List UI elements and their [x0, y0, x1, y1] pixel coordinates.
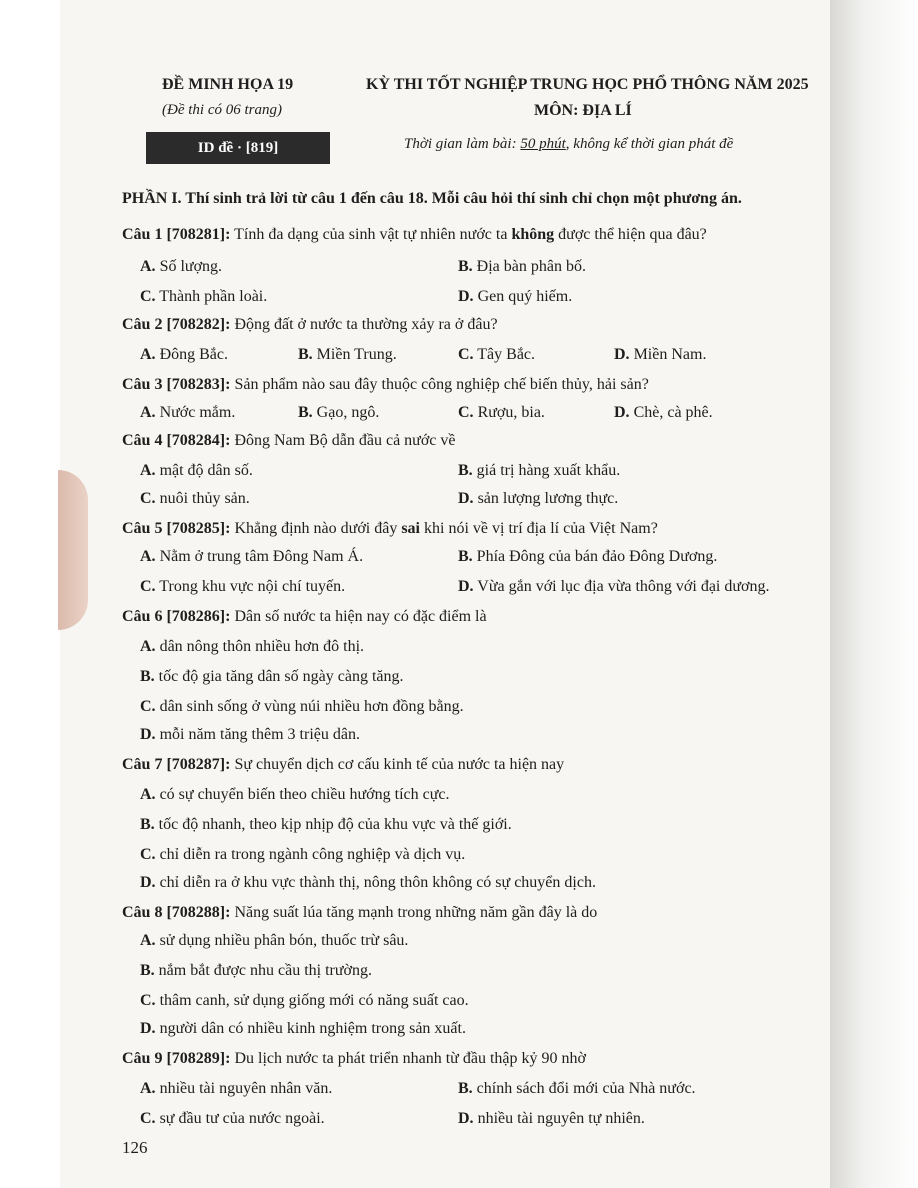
- option-letter: C.: [140, 1110, 156, 1127]
- option-c: [458, 404, 545, 422]
- exam-code-title: ĐỀ MINH HỌA 19: [162, 76, 294, 93]
- time-note: [404, 136, 733, 153]
- option-d: [458, 490, 618, 508]
- question-text: Năng suất lúa tăng mạnh trong những năm gần đây là do: [230, 904, 598, 921]
- option-b: [458, 258, 586, 276]
- option-a: [140, 638, 364, 656]
- option-text: mật độ dân số.: [155, 462, 253, 479]
- option-letter: D.: [458, 1110, 474, 1127]
- option-text: Nước mắm.: [155, 404, 236, 421]
- option-letter: A.: [140, 1080, 156, 1097]
- option-a: [140, 932, 408, 950]
- option-b: [458, 1080, 696, 1098]
- option-c: [140, 288, 267, 306]
- option-letter: B.: [458, 258, 473, 275]
- option-text: tốc độ gia tăng dân số ngày càng tăng.: [154, 668, 404, 685]
- option-d: [458, 1110, 645, 1128]
- exam-title: KỲ THI TỐT NGHIỆP TRUNG HỌC PHỔ THÔNG NĂM 2025: [366, 76, 809, 93]
- option-text: sản lượng lương thực.: [473, 490, 619, 507]
- option-text: người dân có nhiều kinh nghiệm trong sản xuất.: [155, 1020, 466, 1037]
- question-text: Dân số nước ta hiện nay có đặc điểm là: [230, 608, 487, 625]
- option-text: Rượu, bia.: [473, 404, 545, 421]
- option-b: [458, 548, 717, 566]
- question-emphasis: không: [511, 226, 555, 243]
- option-text: Tây Bắc.: [473, 346, 536, 363]
- option-text: nhiều tài nguyên nhân văn.: [155, 1080, 333, 1097]
- option-text: nuôi thủy sản.: [155, 490, 250, 507]
- question-label: Câu 7 [708287]:: [122, 756, 231, 773]
- question-label: Câu 2 [708282]:: [122, 316, 231, 333]
- subject-title: MÔN: ĐỊA LÍ: [534, 102, 632, 119]
- option-text: giá trị hàng xuất khẩu.: [472, 462, 621, 479]
- question-text: Động đất ở nước ta thường xảy ra ở đâu?: [230, 316, 498, 333]
- option-letter: A.: [140, 932, 156, 949]
- option-letter: B.: [298, 404, 313, 421]
- question-text: được thể hiện qua đâu?: [554, 226, 707, 243]
- option-a: [140, 462, 253, 480]
- question-stem: [122, 608, 487, 626]
- option-letter: D.: [614, 404, 630, 421]
- option-text: Gạo, ngô.: [312, 404, 380, 421]
- option-text: sử dụng nhiều phân bón, thuốc trừ sâu.: [155, 932, 409, 949]
- question-stem: [122, 520, 658, 538]
- option-c: [140, 698, 464, 716]
- option-letter: B.: [140, 962, 155, 979]
- option-text: Địa bàn phân bố.: [472, 258, 586, 275]
- question-stem: [122, 904, 597, 922]
- thumb-shadow: [58, 470, 88, 630]
- question-text: Sản phẩm nào sau đây thuộc công nghiệp chế biến thủy, hải sản?: [230, 376, 649, 393]
- option-a: [140, 786, 450, 804]
- option-text: tốc độ nhanh, theo kịp nhịp độ của khu vực và thế giới.: [154, 816, 512, 833]
- option-b: [140, 962, 372, 980]
- option-b: [458, 462, 620, 480]
- part-title: PHẦN I. Thí sinh trả lời từ câu 1 đến câu 18. Mỗi câu hỏi thí sinh chỉ chọn một phương án.: [122, 190, 742, 207]
- option-letter: C.: [140, 288, 156, 305]
- option-text: dân sinh sống ở vùng núi nhiều hơn đồng bằng.: [155, 698, 464, 715]
- option-text: thâm canh, sử dụng giống mới có năng suất cao.: [155, 992, 469, 1009]
- time-prefix: Thời gian làm bài:: [404, 136, 521, 152]
- question-text: Đông Nam Bộ dẫn đầu cả nước về: [230, 432, 456, 449]
- option-letter: D.: [140, 1020, 156, 1037]
- option-d: [140, 874, 596, 892]
- option-text: Gen quý hiếm.: [473, 288, 573, 305]
- option-text: mỗi năm tăng thêm 3 triệu dân.: [155, 726, 360, 743]
- option-text: nhiều tài nguyên tự nhiên.: [473, 1110, 645, 1127]
- option-a: [140, 258, 222, 276]
- question-label: Câu 5 [708285]:: [122, 520, 231, 537]
- option-letter: B.: [298, 346, 313, 363]
- question-text: Sự chuyển dịch cơ cấu kinh tế của nước ta hiện nay: [230, 756, 565, 773]
- option-a: [140, 404, 235, 422]
- option-text: chính sách đổi mới của Nhà nước.: [472, 1080, 696, 1097]
- option-text: Đông Bắc.: [155, 346, 228, 363]
- option-a: [140, 346, 228, 364]
- option-letter: D.: [458, 288, 474, 305]
- option-letter: A.: [140, 462, 156, 479]
- option-letter: A.: [140, 786, 156, 803]
- option-text: Miền Nam.: [629, 346, 707, 363]
- option-letter: C.: [458, 404, 474, 421]
- option-text: dân nông thôn nhiều hơn đô thị.: [155, 638, 365, 655]
- option-d: [458, 288, 572, 306]
- question-stem: [122, 226, 707, 244]
- option-text: Nằm ở trung tâm Đông Nam Á.: [155, 548, 364, 565]
- option-b: [298, 346, 397, 364]
- option-d: [140, 1020, 466, 1038]
- option-text: chỉ diễn ra trong ngành công nghiệp và dịch vụ.: [155, 846, 466, 863]
- option-letter: A.: [140, 346, 156, 363]
- option-c: [140, 846, 465, 864]
- option-letter: A.: [140, 548, 156, 565]
- option-letter: A.: [140, 638, 156, 655]
- exam-id-label: ID đề · [819]: [197, 139, 279, 156]
- option-text: chỉ diễn ra ở khu vực thành thị, nông thôn không có sự chuyển dịch.: [155, 874, 596, 891]
- option-d: [140, 726, 360, 744]
- option-letter: A.: [140, 258, 156, 275]
- option-text: Số lượng.: [155, 258, 223, 275]
- option-d: [614, 404, 713, 422]
- option-letter: C.: [140, 490, 156, 507]
- page-edge-shadow: [830, 0, 918, 1188]
- time-duration: 50 phút: [520, 136, 566, 152]
- question-text: Du lịch nước ta phát triển nhanh từ đầu thập kỷ 90 nhờ: [230, 1050, 586, 1067]
- question-text: khi nói về vị trí địa lí của Việt Nam?: [420, 520, 658, 537]
- option-letter: B.: [458, 462, 473, 479]
- option-letter: D.: [458, 490, 474, 507]
- bleed-through-text: [120, 30, 720, 50]
- option-c: [140, 490, 250, 508]
- page-count-note: (Đề thi có 06 trang): [162, 102, 282, 118]
- option-b: [140, 816, 512, 834]
- option-c: [458, 346, 535, 364]
- option-text: Miền Trung.: [312, 346, 397, 363]
- option-d: [458, 578, 770, 596]
- option-letter: D.: [458, 578, 474, 595]
- question-label: Câu 8 [708288]:: [122, 904, 231, 921]
- option-text: Thành phần loài.: [155, 288, 268, 305]
- option-c: [140, 578, 345, 596]
- question-emphasis: sai: [401, 520, 420, 537]
- exam-id-badge: [146, 132, 330, 164]
- option-d: [614, 346, 706, 364]
- option-letter: A.: [140, 404, 156, 421]
- question-label: Câu 4 [708284]:: [122, 432, 231, 449]
- option-letter: B.: [140, 816, 155, 833]
- option-text: Phía Đông của bán đảo Đông Dương.: [472, 548, 718, 565]
- question-text: Tính đa dạng của sinh vật tự nhiên nước ta: [230, 226, 512, 243]
- bleed-through-logo: [690, 26, 810, 52]
- option-letter: C.: [140, 846, 156, 863]
- question-label: Câu 9 [708289]:: [122, 1050, 231, 1067]
- question-text: Khẳng định nào dưới đây: [230, 520, 402, 537]
- option-letter: C.: [140, 578, 156, 595]
- option-letter: C.: [140, 992, 156, 1009]
- option-text: có sự chuyển biến theo chiều hướng tích cực.: [155, 786, 450, 803]
- option-a: [140, 548, 363, 566]
- option-text: Vừa gắn với lục địa vừa thông với đại dương.: [473, 578, 770, 595]
- option-c: [140, 1110, 325, 1128]
- option-letter: C.: [140, 698, 156, 715]
- question-label: Câu 6 [708286]:: [122, 608, 231, 625]
- question-stem: [122, 1050, 586, 1068]
- option-text: Trong khu vực nội chí tuyến.: [155, 578, 346, 595]
- option-text: nắm bắt được nhu cầu thị trường.: [154, 962, 372, 979]
- option-letter: B.: [458, 548, 473, 565]
- option-b: [298, 404, 379, 422]
- option-b: [140, 668, 404, 686]
- option-letter: D.: [614, 346, 630, 363]
- question-stem: [122, 756, 564, 774]
- option-c: [140, 992, 469, 1010]
- option-text: sự đầu tư của nước ngoài.: [155, 1110, 325, 1127]
- question-label: Câu 1 [708281]:: [122, 226, 231, 243]
- option-letter: D.: [140, 874, 156, 891]
- question-label: Câu 3 [708283]:: [122, 376, 231, 393]
- option-text: Chè, cà phê.: [629, 404, 713, 421]
- question-stem: [122, 432, 456, 450]
- time-suffix: , không kể thời gian phát đề: [565, 136, 734, 152]
- option-letter: B.: [458, 1080, 473, 1097]
- option-letter: C.: [458, 346, 474, 363]
- option-letter: D.: [140, 726, 156, 743]
- option-letter: B.: [140, 668, 155, 685]
- option-a: [140, 1080, 332, 1098]
- question-stem: [122, 316, 498, 334]
- page-number: 126: [122, 1138, 148, 1157]
- question-stem: [122, 376, 649, 394]
